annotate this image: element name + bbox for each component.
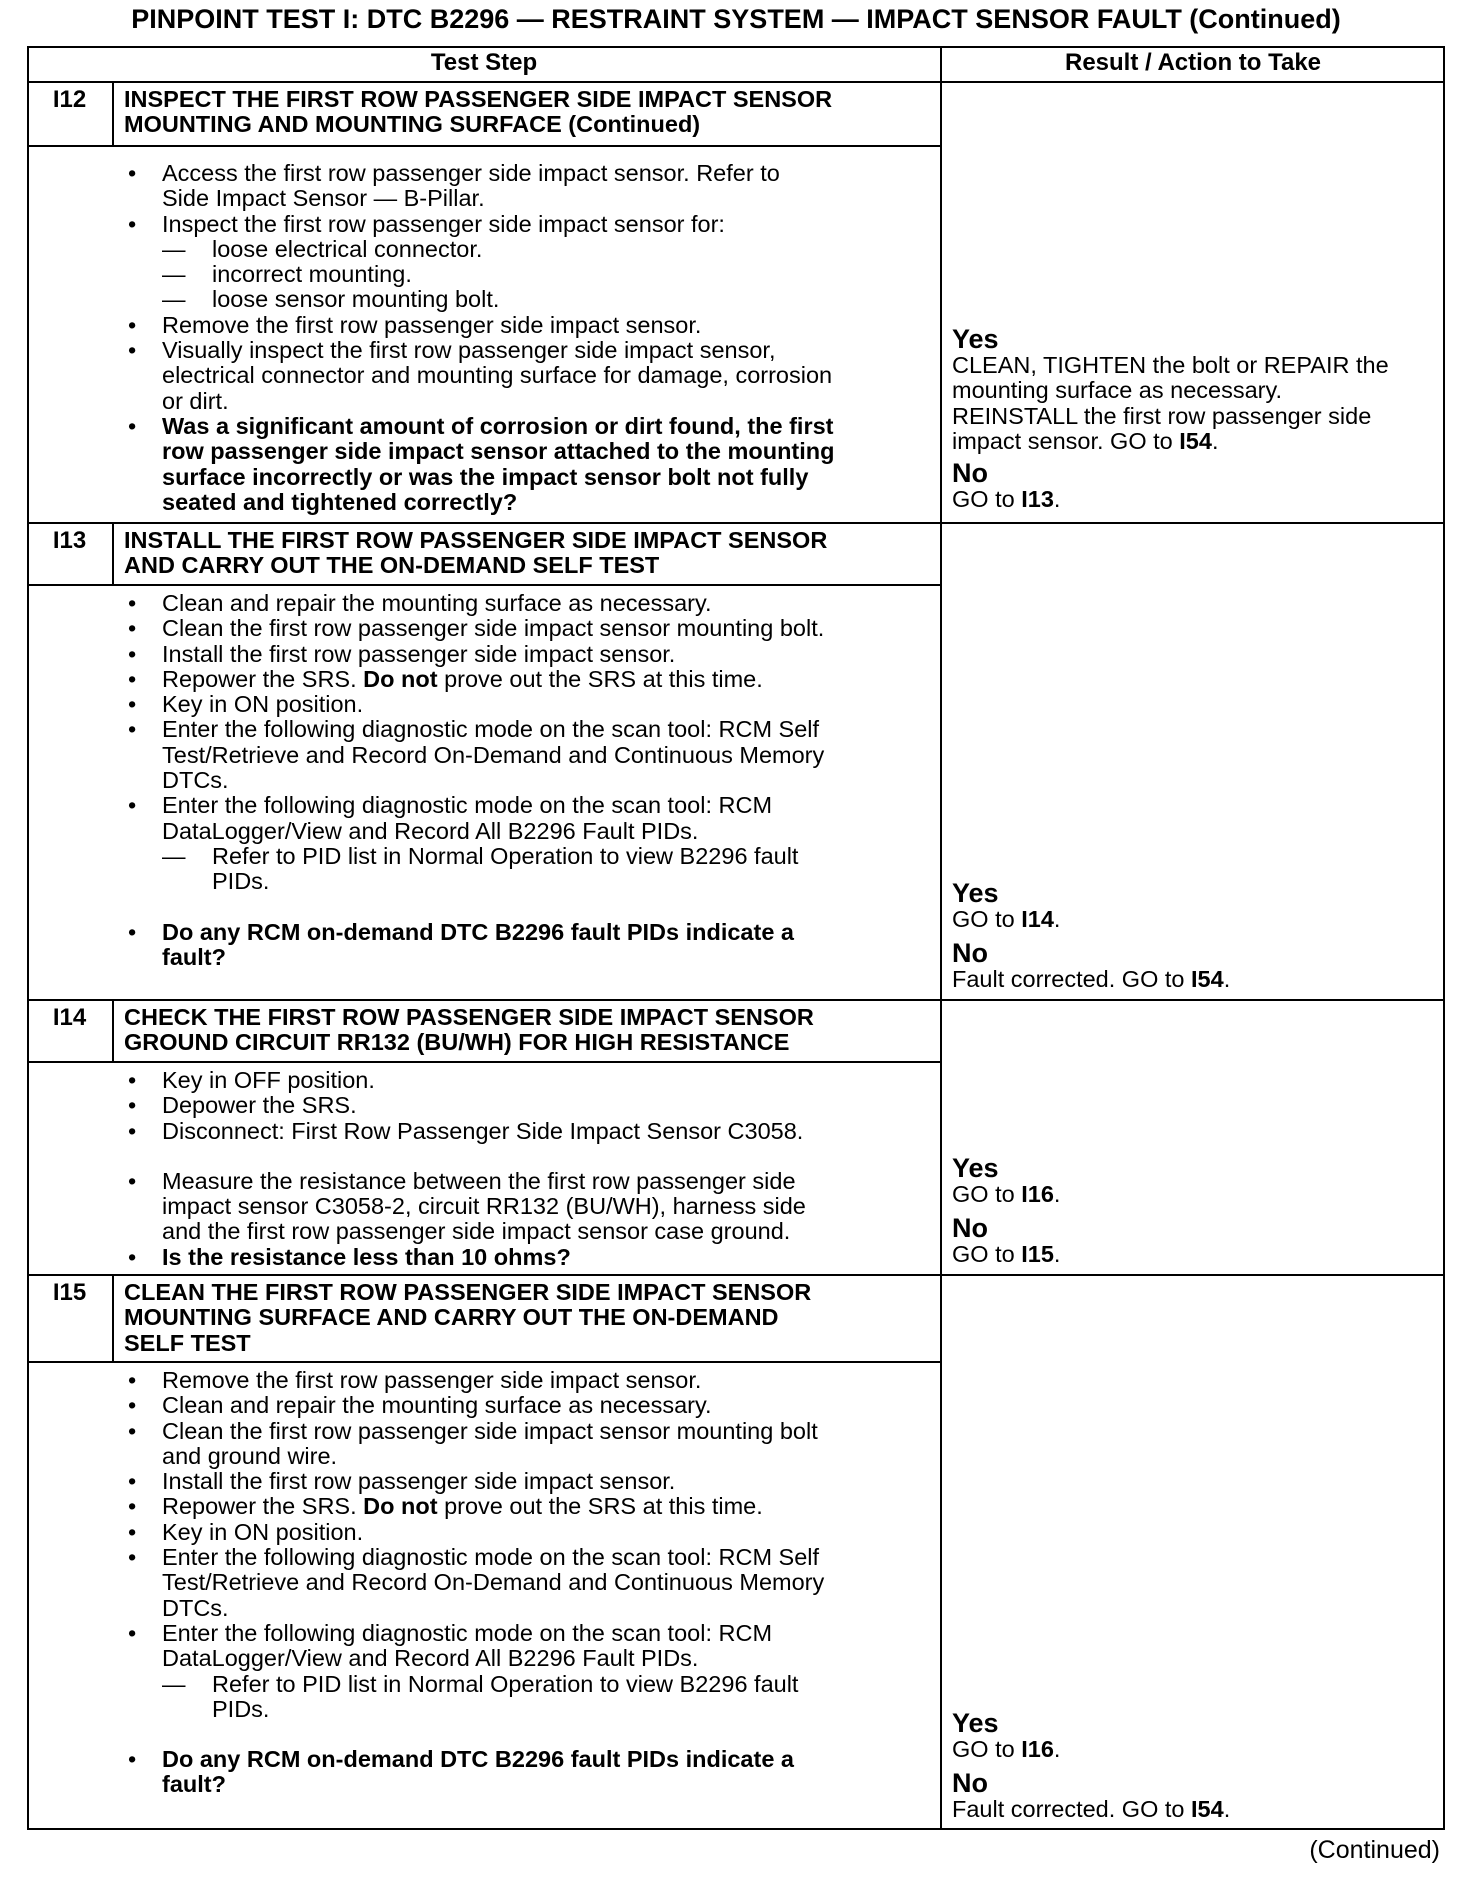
step-id: I15: [52, 1279, 87, 1306]
step-id: I13: [52, 527, 87, 554]
list-item: • Key in ON position.: [124, 692, 934, 717]
list-item: • Depower the SRS.: [124, 1093, 934, 1118]
list-item-question: • Do any RCM on-demand DTC B2296 fault PIDs indicate a fault?: [124, 1747, 934, 1798]
list-item: • Clean and repair the mounting surface as necessary.: [124, 591, 934, 616]
goto-ref: I15: [1021, 1241, 1054, 1268]
no-label: No: [952, 938, 988, 969]
yes-label: Yes: [952, 324, 999, 354]
id-divider: [112, 523, 114, 584]
row-rule: [27, 999, 1445, 1001]
title-rule: [27, 145, 941, 147]
list-item: • Enter the following diagnostic mode on the scan tool: RCM Self Test/Retrieve and Record On-Demand and Continuous Memory DTCs.: [124, 1545, 934, 1621]
list-subitem: — Refer to PID list in Normal Operation to view B2296 fault PIDs.: [124, 1672, 934, 1723]
id-divider: [112, 1275, 114, 1361]
list-item: • Install the first row passenger side impact sensor.: [124, 1469, 934, 1494]
id-divider: [112, 1000, 114, 1061]
goto-ref: I14: [1021, 906, 1054, 932]
column-divider: [940, 46, 942, 1830]
list-item: • Enter the following diagnostic mode on the scan tool: RCM DataLogger/View and Record All B2296 Fault PIDs.: [124, 1621, 934, 1672]
goto-ref: I16: [1021, 1181, 1054, 1207]
list-subitem: — loose electrical connector.: [124, 237, 934, 262]
goto-ref: I16: [1021, 1736, 1054, 1762]
result-action: Yes CLEAN, TIGHTEN the bolt or REPAIR the mounting surface as necessary. REINSTALL the first row passenger side impact sensor. GO to I54. No GO to I13.: [952, 326, 1438, 512]
title-rule: [27, 1061, 941, 1063]
header-test-step: Test Step: [430, 49, 538, 76]
step-id: I14: [52, 1004, 87, 1031]
list-item: • Disconnect: First Row Passenger Side Impact Sensor C3058.: [124, 1119, 934, 1144]
step-title: CLEAN THE FIRST ROW PASSENGER SIDE IMPACT SENSOR MOUNTING SURFACE AND CARRY OUT THE ON-DEMAND SELF TEST: [124, 1279, 812, 1356]
step-instructions: [124, 591, 934, 970]
step-instructions: [124, 1068, 934, 1270]
step-instructions: [124, 1368, 934, 1798]
result-action: Yes GO to I16. No Fault corrected. GO to I54.: [952, 1710, 1438, 1823]
list-subitem: — Refer to PID list in Normal Operation to view B2296 fault PIDs.: [124, 844, 934, 895]
row-rule: [27, 1274, 1445, 1276]
list-item-question: • Is the resistance less than 10 ohms?: [124, 1245, 934, 1270]
goto-ref: I54: [1191, 966, 1224, 993]
list-subitem: — incorrect mounting.: [124, 262, 934, 287]
list-item: • Repower the SRS. Do not prove out the SRS at this time.: [124, 1494, 934, 1519]
list-item: • Enter the following diagnostic mode on the scan tool: RCM Self Test/Retrieve and Record On-Demand and Continuous Memory DTCs.: [124, 717, 934, 793]
step-title: INSTALL THE FIRST ROW PASSENGER SIDE IMPACT SENSOR AND CARRY OUT THE ON-DEMAND SELF TEST: [124, 527, 828, 579]
header-rule: [27, 81, 1445, 83]
list-item: • Access the first row passenger side impact sensor. Refer to Side Impact Sensor — B-Pillar.: [124, 161, 934, 212]
list-item: • Key in OFF position.: [124, 1068, 934, 1093]
goto-ref: I54: [1191, 1796, 1224, 1823]
list-item: • Visually inspect the first row passenger side impact sensor, electrical connector and mounting surface for damage, corrosion or dirt.: [124, 338, 934, 414]
list-item: • Inspect the first row passenger side impact sensor for:: [124, 212, 934, 237]
list-item: • Repower the SRS. Do not prove out the SRS at this time.: [124, 667, 934, 692]
list-item: • Measure the resistance between the first row passenger side impact sensor C3058-2, circuit RR132 (BU/WH), harness side and the first row passenger side impact sensor case ground.: [124, 1169, 934, 1245]
list-item: • Install the first row passenger side impact sensor.: [124, 642, 934, 667]
goto-ref: I54: [1179, 427, 1212, 454]
step-id: I12: [52, 86, 87, 113]
page-title: PINPOINT TEST I: DTC B2296 — RESTRAINT SYSTEM — IMPACT SENSOR FAULT (Continued): [131, 4, 1341, 34]
title-rule: [27, 1361, 941, 1363]
step-title: CHECK THE FIRST ROW PASSENGER SIDE IMPACT SENSOR GROUND CIRCUIT RR132 (BU/WH) FOR HIGH RESISTANCE: [124, 1004, 814, 1056]
list-item: • Remove the first row passenger side impact sensor.: [124, 1368, 934, 1393]
step-title: INSPECT THE FIRST ROW PASSENGER SIDE IMPACT SENSOR MOUNTING AND MOUNTING SURFACE (Continued): [124, 86, 833, 138]
continued-note: (Continued): [1309, 1836, 1440, 1864]
result-action: Yes GO to I14. No Fault corrected. GO to I54.: [952, 880, 1438, 993]
no-label: No: [952, 1213, 988, 1244]
no-label: No: [952, 1768, 988, 1799]
id-divider: [112, 82, 114, 145]
list-item: • Clean the first row passenger side impact sensor mounting bolt and ground wire.: [124, 1419, 934, 1470]
list-subitem: — loose sensor mounting bolt.: [124, 287, 934, 312]
yes-label: Yes: [952, 878, 999, 908]
yes-label: Yes: [952, 1708, 999, 1738]
yes-label: Yes: [952, 1153, 999, 1183]
header-result: Result / Action to Take: [1064, 49, 1322, 76]
goto-ref: I13: [1021, 486, 1054, 513]
list-item: • Key in ON position.: [124, 1520, 934, 1545]
list-item-question: • Was a significant amount of corrosion or dirt found, the first row passenger side impact sensor attached to the mounting surface incorrectly or was the impact sensor bolt not fully seated and tightened correctly?: [124, 414, 934, 515]
row-rule: [27, 522, 1445, 524]
step-instructions: [124, 161, 934, 515]
list-item: • Remove the first row passenger side impact sensor.: [124, 313, 934, 338]
list-item-question: • Do any RCM on-demand DTC B2296 fault PIDs indicate a fault?: [124, 920, 934, 971]
list-item: • Clean and repair the mounting surface as necessary.: [124, 1393, 934, 1418]
no-label: No: [952, 458, 988, 489]
title-rule: [27, 584, 941, 586]
list-item: • Clean the first row passenger side impact sensor mounting bolt.: [124, 616, 934, 641]
result-action: Yes GO to I16. No GO to I15.: [952, 1155, 1438, 1268]
list-item: • Enter the following diagnostic mode on the scan tool: RCM DataLogger/View and Record All B2296 Fault PIDs.: [124, 793, 934, 844]
